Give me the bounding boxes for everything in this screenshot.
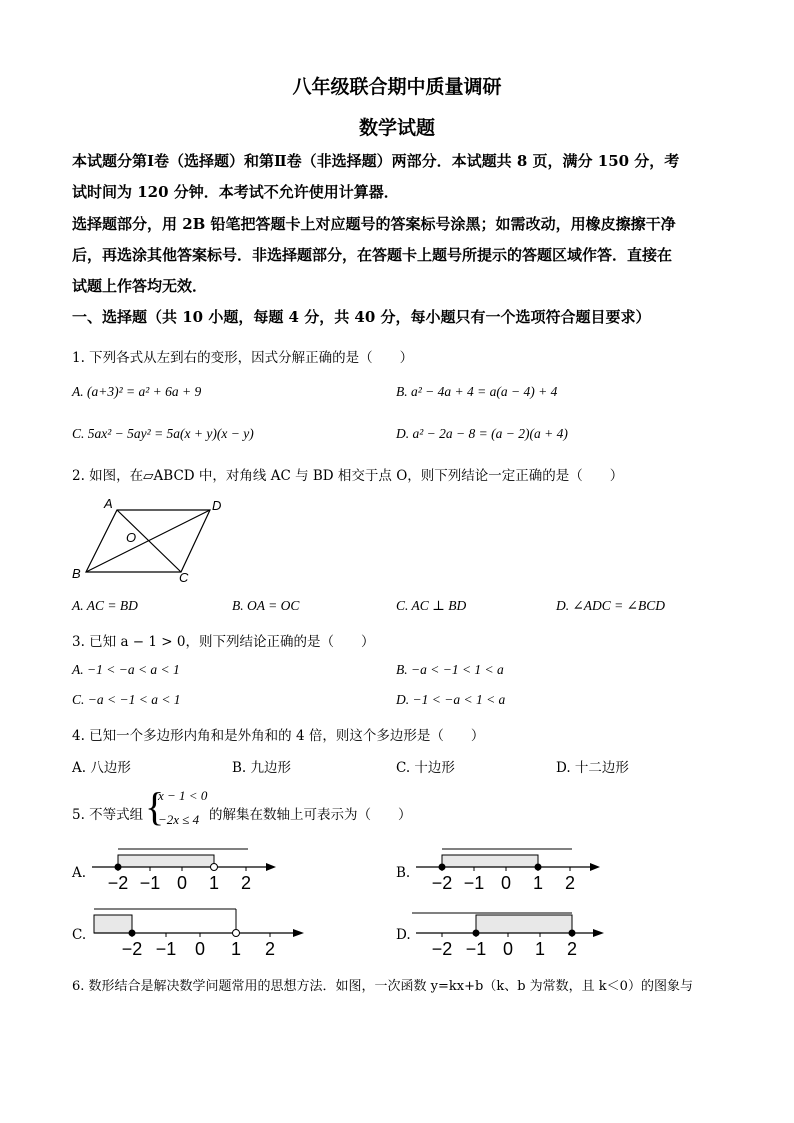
vertex-label-b: B bbox=[72, 566, 81, 581]
q3-option-b[interactable]: B. −a < −1 < 1 < a bbox=[396, 662, 504, 677]
page-subtitle: 数学试题 bbox=[358, 117, 435, 139]
number-line-c[interactable] bbox=[88, 903, 310, 959]
q4-option-c[interactable]: C. 十边形 bbox=[396, 760, 455, 776]
tick-b-m2: −2 bbox=[431, 873, 453, 893]
q5-option-b-label[interactable]: B. bbox=[396, 865, 411, 881]
tick-a-0: 0 bbox=[176, 873, 188, 893]
q3-option-c[interactable]: C. −a < −1 < a < 1 bbox=[72, 692, 181, 707]
q4-option-d[interactable]: D. 十二边形 bbox=[556, 760, 629, 776]
vertex-label-a: A bbox=[104, 496, 113, 511]
parallelogram-figure bbox=[66, 494, 236, 586]
filled-dot-b-left bbox=[439, 864, 446, 871]
q1-option-a[interactable]: A. (a+3)² = a² + 6a + 9 bbox=[72, 384, 202, 399]
q5-option-a-label[interactable]: A. bbox=[72, 865, 87, 881]
intro-line-1: 本试题分第Ⅰ卷（选择题）和第Ⅱ卷（非选择题）两部分．本试题共 8 页，满分 150 分，考 bbox=[72, 152, 680, 170]
tick-c-1: 1 bbox=[230, 939, 242, 959]
q3-stem: 3. 已知 a − 1 > 0，则下列结论正确的是（ ） bbox=[72, 634, 375, 650]
q5-inequality-2: −2x ≤ 4 bbox=[158, 812, 200, 827]
number-line-a[interactable] bbox=[88, 845, 288, 895]
axis-arrow-b bbox=[590, 863, 600, 871]
q1-option-d[interactable]: D. a² − 2a − 8 = (a − 2)(a + 4) bbox=[396, 426, 568, 441]
open-dot-c bbox=[233, 930, 240, 937]
vertex-label-c: C bbox=[179, 570, 189, 585]
tick-a-m1: −1 bbox=[139, 873, 161, 893]
q5-option-d-label[interactable]: D. bbox=[396, 927, 411, 943]
open-dot-a bbox=[211, 864, 218, 871]
q3-option-a[interactable]: A. −1 < −a < a < 1 bbox=[72, 662, 180, 677]
q5-option-c-label[interactable]: C. bbox=[72, 927, 87, 943]
tick-b-m1: −1 bbox=[463, 873, 485, 893]
intro-line-4: 后，再选涂其他答案标号．非选择题部分，在答题卡上题号所提示的答题区域作答．直接在 bbox=[72, 246, 673, 264]
tick-b-1: 1 bbox=[532, 873, 544, 893]
vertex-label-o: O bbox=[126, 530, 137, 545]
q2-stem: 2. 如图，在▱ABCD 中，对角线 AC 与 BD 相交于点 O，则下列结论一定正确的是（ ） bbox=[72, 468, 624, 484]
q2-option-a[interactable]: A. AC = BD bbox=[72, 598, 138, 613]
tick-d-0: 0 bbox=[502, 939, 514, 959]
q2-option-b[interactable]: B. OA = OC bbox=[232, 598, 300, 613]
filled-dot-c bbox=[129, 930, 136, 937]
intro-line-3: 选择题部分，用 2B 铅笔把答题卡上对应题号的答案标号涂黑；如需改动，用橡皮擦擦干净 bbox=[72, 215, 676, 233]
q5-inequality-1: x − 1 < 0 bbox=[158, 788, 208, 803]
filled-dot-d-left bbox=[473, 930, 480, 937]
tick-b-0: 0 bbox=[500, 873, 512, 893]
system-brace: { bbox=[145, 784, 165, 829]
filled-dot-d-right bbox=[569, 930, 576, 937]
q2-option-c[interactable]: C. AC ⊥ BD bbox=[396, 598, 467, 613]
tick-d-m1: −1 bbox=[465, 939, 487, 959]
solution-region-b bbox=[442, 855, 538, 867]
tick-d-2: 2 bbox=[566, 939, 578, 959]
number-line-d[interactable] bbox=[412, 903, 612, 959]
q3-option-d[interactable]: D. −1 < −a < 1 < a bbox=[396, 692, 506, 707]
axis-arrow-a bbox=[266, 863, 276, 871]
section-heading: 一、选择题（共 10 小题，每题 4 分，共 40 分，每小题只有一个选项符合题目要求） bbox=[72, 308, 651, 326]
filled-dot-b-right bbox=[535, 864, 542, 871]
tick-a-1: 1 bbox=[208, 873, 220, 893]
page-title: 八年级联合期中质量调研 bbox=[292, 76, 502, 98]
solution-region-c bbox=[94, 915, 132, 933]
q4-option-a[interactable]: A. 八边形 bbox=[72, 760, 131, 776]
number-line-b[interactable] bbox=[412, 845, 612, 895]
q4-option-b[interactable]: B. 九边形 bbox=[232, 760, 292, 776]
q5-stem-pre: 5. 不等式组 bbox=[72, 807, 144, 823]
q2-option-d[interactable]: D. ∠ADC = ∠BCD bbox=[556, 598, 665, 613]
tick-c-2: 2 bbox=[264, 939, 276, 959]
axis-arrow-c bbox=[293, 929, 304, 937]
diagonal-bd bbox=[86, 510, 210, 572]
solution-region-a bbox=[118, 855, 214, 867]
tick-d-1: 1 bbox=[534, 939, 546, 959]
tick-a-m2: −2 bbox=[107, 873, 129, 893]
tick-c-m1: −1 bbox=[155, 939, 177, 959]
q1-option-b[interactable]: B. a² − 4a + 4 = a(a − 4) + 4 bbox=[396, 384, 558, 399]
tick-c-0: 0 bbox=[194, 939, 206, 959]
q1-option-c[interactable]: C. 5ax² − 5ay² = 5a(x + y)(x − y) bbox=[72, 426, 254, 441]
tick-a-2: 2 bbox=[240, 873, 252, 893]
q4-stem: 4. 已知一个多边形内角和是外角和的 4 倍，则这个多边形是（ ） bbox=[72, 728, 485, 744]
intro-line-2: 试时间为 120 分钟．本考试不允许使用计算器． bbox=[72, 183, 399, 201]
vertex-label-d: D bbox=[212, 498, 222, 513]
intro-line-5: 试题上作答均无效． bbox=[72, 277, 208, 295]
solution-region-d bbox=[476, 915, 572, 933]
filled-dot-a bbox=[115, 864, 122, 871]
tick-d-m2: −2 bbox=[431, 939, 453, 959]
q5-stem-post: 的解集在数轴上可表示为（ ） bbox=[209, 807, 412, 823]
tick-b-2: 2 bbox=[564, 873, 576, 893]
q1-stem: 1. 下列各式从左到右的变形，因式分解正确的是（ ） bbox=[72, 350, 414, 366]
q6-stem: 6. 数形结合是解决数学问题常用的思想方法．如图，一次函数 y=kx+b（k、b 为常数，且 k＜0）的图象与 bbox=[72, 979, 693, 994]
axis-arrow-d bbox=[593, 929, 604, 937]
tick-c-m2: −2 bbox=[121, 939, 143, 959]
